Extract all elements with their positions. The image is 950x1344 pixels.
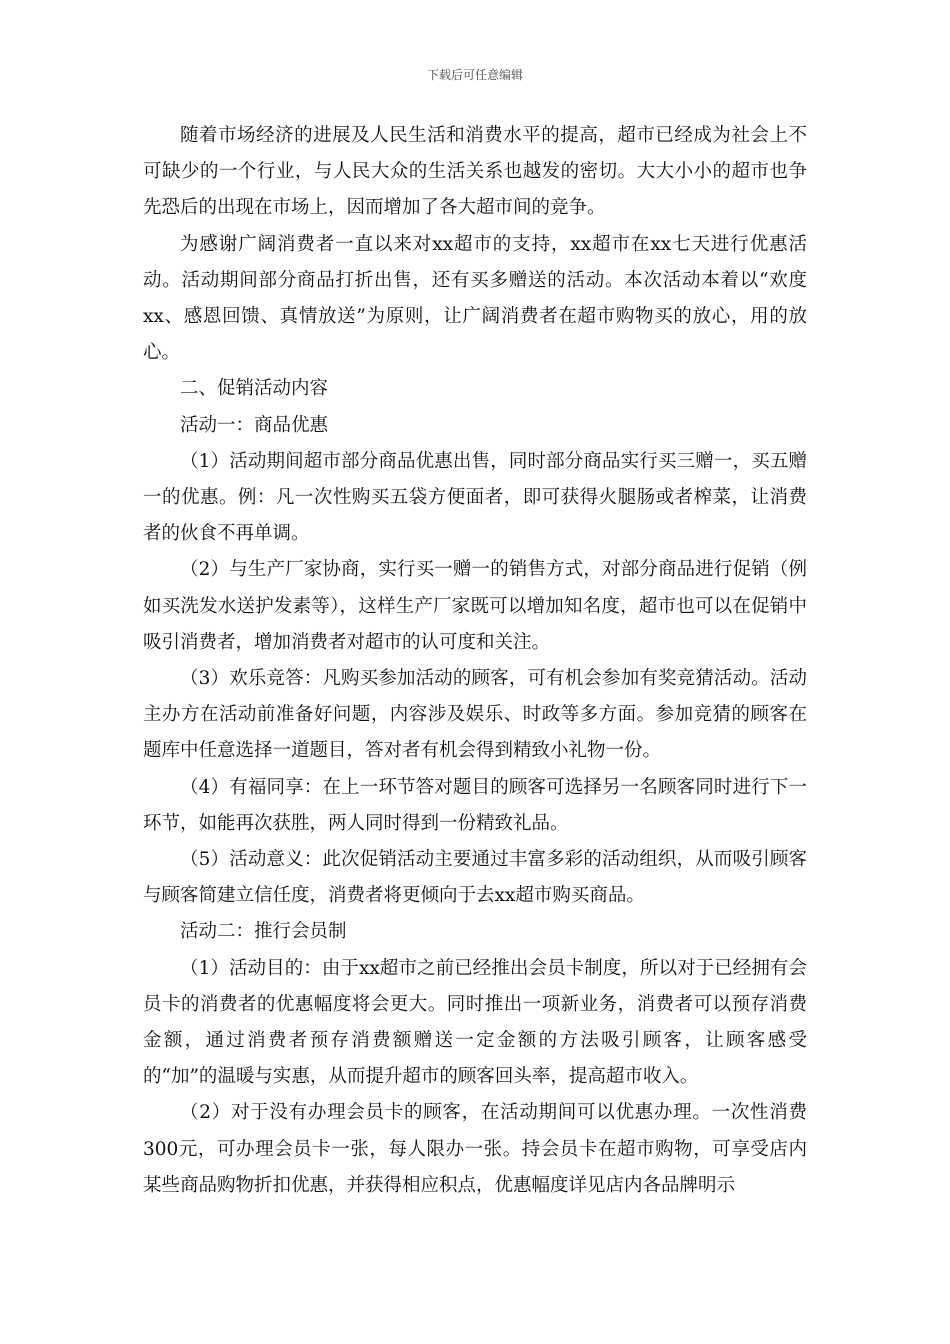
activity-one-item-4: （4）有福同享：在上一环节答对题目的顾客可选择另一名顾客同时进行下一环节，如能再次获胜，两人同时得到一份精致礼品。 xyxy=(143,776,807,834)
activity-two-item-1: （1）活动目的：由于xx超市之前已经推出会员卡制度，所以对于已经拥有会员卡的消费者的优惠幅度将会更大。同时推出一项新业务，消费者可以预存消费金额，通过消费者预存消费额赠送一定金额的方法吸引顾客，让顾客感受的“加”的温暖与实惠，从而提升超市的顾客回头率，提高超市收入。 xyxy=(143,957,807,1088)
document-body xyxy=(143,118,807,1204)
activity-one-item-5: （5）活动意义：此次促销活动主要通过丰富多彩的活动组织，从而吸引顾客与顾客简建立信任度，消费者将更倾向于去xx超市购买商品。 xyxy=(143,849,807,907)
activity-one-heading: 活动一：商品优惠 xyxy=(180,414,329,436)
paragraph-intro-1: 随着市场经济的进展及人民生活和消费水平的提高，超市已经成为社会上不可缺少的一个行业，与人民大众的生活关系也越发的密切。大大小小的超市也争先恐后的出现在市场上，因而增加了各大超市间的竞争。 xyxy=(143,125,807,219)
activity-one-item-2: （2）与生产厂家协商，实行买一赠一的销售方式，对部分商品进行促销（例如买洗发水送护发素等），这样生产厂家既可以增加知名度，超市也可以在促销中吸引消费者，增加消费者对超市的认可度和关注。 xyxy=(143,559,807,653)
page-header: 下载后可任意编辑 xyxy=(426,68,523,82)
section-heading: 二、促销活动内容 xyxy=(180,378,329,400)
activity-one-item-1: （1）活动期间超市部分商品优惠出售，同时部分商品实行买三赠一，买五赠一的优惠。例：凡一次性购买五袋方便面者，即可获得火腿肠或者榨菜，让消费者的伙食不再单调。 xyxy=(143,450,807,545)
activity-two-heading: 活动二：推行会员制 xyxy=(180,921,347,943)
activity-one-item-3: （3）欢乐竞答：凡购买参加活动的顾客，可有机会参加有奖竞猜活动。活动主办方在活动前准备好问题，内容涉及娱乐、时政等多方面。参加竞猜的顾客在题库中任意选择一道题目，答对者有机会得到精致小礼物一份。 xyxy=(143,668,807,762)
paragraph-intro-2: 为感谢广阔消费者一直以来对xx超市的支持，xx超市在xx七天进行优惠活动。活动期间部分商品打折出售，还有买多赠送的活动。本次活动本着以“欢度xx、感恩回馈、真情放送”为原则，让广阔消费者在超市购物买的放心，用的放心。 xyxy=(143,233,807,364)
activity-two-item-2: （2）对于没有办理会员卡的顾客，在活动期间可以优惠办理。一次性消费300元，可办理会员卡一张，每人限办一张。持会员卡在超市购物，可享受店内某些商品购物折扣优惠，并获得相应积点，优惠幅度详见店内各品牌明示 xyxy=(143,1102,807,1196)
